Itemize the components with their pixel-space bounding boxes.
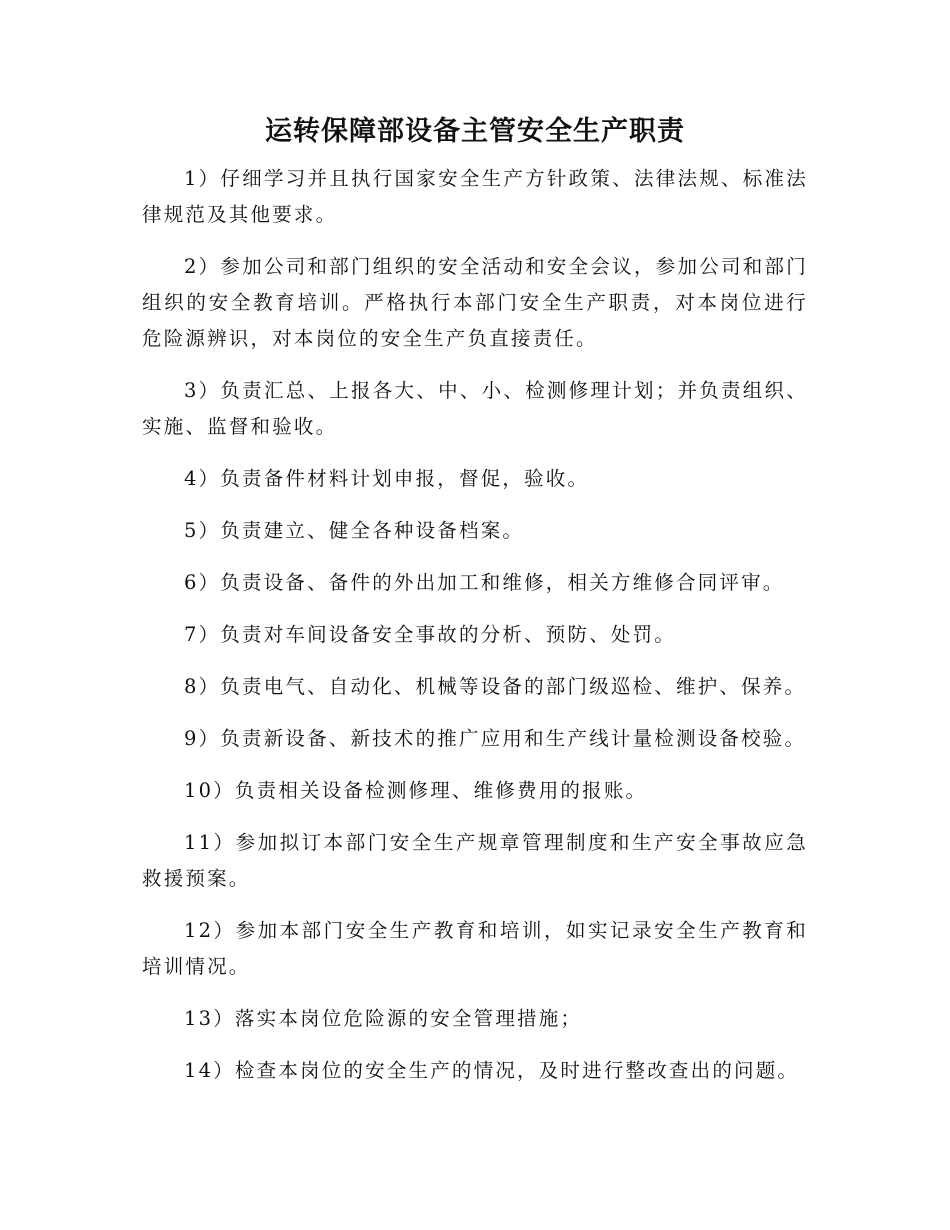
document-title: 运转保障部设备主管安全生产职责 <box>265 116 685 147</box>
paragraph-13: 13）落实本岗位危险源的安全管理措施； <box>184 1007 583 1030</box>
paragraph-8: 8）负责电气、自动化、机械等设备的部门级巡检、维护、保养。 <box>184 675 807 698</box>
paragraph-11: 11）参加拟订本部门安全生产规章管理制度和生产安全事故应急救援预案。 <box>142 831 808 890</box>
paragraph-7: 7）负责对车间设备安全事故的分析、预防、处罚。 <box>184 623 677 646</box>
paragraph-14: 14）检查本岗位的安全生产的情况，及时进行整改查出的问题。 <box>184 1059 800 1082</box>
paragraph-9: 9）负责新设备、新技术的推广应用和生产线计量检测设备校验。 <box>184 727 807 750</box>
paragraph-12: 12）参加本部门安全生产教育和培训，如实记录安全生产教育和培训情况。 <box>142 919 808 978</box>
paragraph-1: 1）仔细学习并且执行国家安全生产方针政策、法律法规、标准法律规范及其他要求。 <box>142 167 808 226</box>
paragraph-2: 2）参加公司和部门组织的安全活动和安全会议，参加公司和部门组织的安全教育培训。严格执行本部门安全生产职责，对本岗位进行危险源辨识，对本岗位的安全生产负直接责任。 <box>142 255 808 350</box>
paragraph-5: 5）负责建立、健全各种设备档案。 <box>184 519 525 542</box>
paragraph-4: 4）负责备件材料计划申报，督促，验收。 <box>184 467 590 490</box>
paragraph-6: 6）负责设备、备件的外出加工和维修，相关方维修合同评审。 <box>184 571 785 594</box>
paragraph-10: 10）负责相关设备检测修理、维修费用的报账。 <box>184 779 648 802</box>
paragraph-3: 3）负责汇总、上报各大、中、小、检测修理计划；并负责组织、实施、监督和验收。 <box>142 379 808 438</box>
